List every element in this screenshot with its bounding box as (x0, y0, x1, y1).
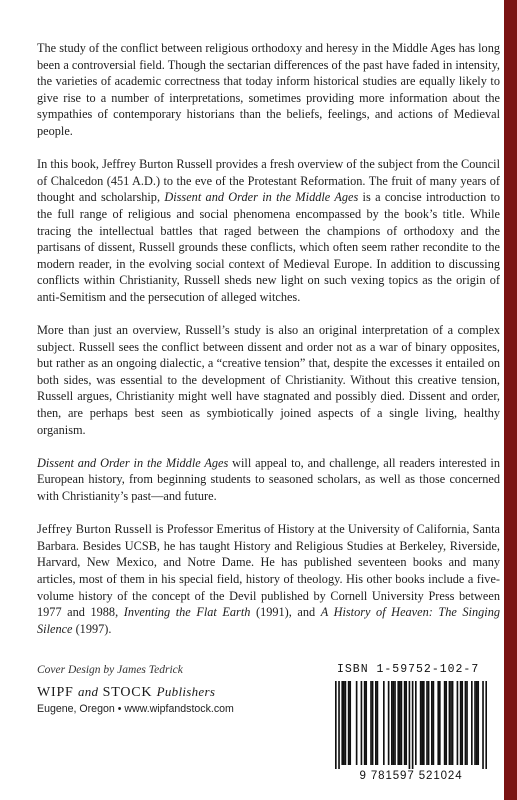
barcode-bar (439, 681, 441, 765)
barcode-bar (370, 681, 372, 765)
barcode-bar (415, 681, 417, 765)
barcode-bar (361, 681, 363, 765)
overview-paragraph: In this book, Jeffrey Burton Russell provides a fresh overview of the subject from the Council of Chalcedon (451 A.D.) to the eve of the Protestant Reformation. The fruit of many years of thought and scholarship, Dissent and Order in the Middle Ages is a concise introduction to the full range of religious and social phenomena encompassed by the book’s title. While tracing the intellectual battles that raged between the champions of orthodoxy and the partisans of dissent, Russell grounds these conflicts, which often seem rather recondite to the modern reader, in the evolving social context of Medieval Europe. In addition to discussing conflicts within Christianity, Russell sheds new light on such vexing topics as the origin of anti-Semitism and the persecution of alleged witches. (37, 157, 501, 304)
barcode-bar (397, 681, 399, 765)
barcode-bar (388, 681, 390, 765)
barcode-bar (465, 681, 467, 765)
barcode-bar (401, 681, 403, 765)
barcode-bar (437, 681, 439, 765)
barcode-bar (375, 681, 377, 765)
spine-color-stripe (504, 0, 517, 800)
publisher-address: Eugene, Oregon • www.wipfandstock.com (37, 703, 234, 715)
barcode-bar (412, 681, 414, 769)
barcode-bar (364, 681, 366, 765)
barcode-bar (482, 681, 484, 769)
barcode-bar (404, 681, 406, 765)
barcode-bar (477, 681, 479, 765)
audience-paragraph: Dissent and Order in the Middle Ages will appeal to, and challenge, all readers interested in European history, from beginning students to seasoned scholars, as well as those concerned with Christianity’s past—and future. (37, 455, 501, 504)
interpretation-paragraph: More than just an overview, Russell’s study is also an original interpretation of a complex subject. Russell sees the conflict between dissent and order not as a war of binary opposites, but rather as an ongoing dialectic, a “creative tension” that, despite the excesses it entailed on both sides, was essential to the development of Christianity. Without this creative tension, Russell argues, Christianity might well have stagnated and possibly died. Dissent and order, then, are perhaps best seen as symbiotically joined aspects of a single living, healthy organism. (37, 323, 500, 437)
barcode-bar (457, 681, 459, 765)
barcode-bar (348, 681, 350, 765)
barcode-bar (421, 681, 423, 765)
publisher-name: WIPF and STOCK Publishers (37, 684, 216, 700)
barcode-bar (474, 681, 476, 765)
barcode-bar (356, 681, 358, 765)
barcode-bar (428, 681, 430, 765)
barcode-bar (349, 681, 351, 765)
cover-design-credit: Cover Design by James Tedrick (37, 664, 183, 676)
isbn-barcode-digits: 9 781597 521024 (359, 770, 463, 782)
barcode-bar (399, 681, 401, 765)
barcode-bar (449, 681, 451, 765)
author-bio: Jeffrey Burton Russell is Professor Emeritus of History at the University of California, Santa Barbara. Besides UCSB, he has taught History and Religious Studies at Berkeley, Riverside, Harvard, New Mexico, and Notre Dame. He has published seventeen books and many articles, most of them in his special field, history of theology. His other books include a five-volume history of the concept of the Devil published by Cornell University Press between 1977 and 1988, Inventing the Flat Earth (1991), and A History of Heaven: The Singing Silence (1997). (37, 522, 500, 636)
barcode-bar (393, 681, 395, 765)
barcode-bar (345, 681, 347, 765)
isbn-barcode (335, 681, 487, 769)
author-name: Jeffrey Burton Russell (37, 522, 153, 537)
barcode-bar (420, 681, 422, 765)
barcode-bar (433, 681, 435, 765)
barcode-bar (341, 681, 343, 765)
barcode-bar (450, 681, 452, 765)
barcode-bar (461, 681, 463, 765)
barcode-bar (452, 681, 454, 765)
barcode-bar (383, 681, 385, 765)
barcode-bar (426, 681, 428, 765)
other-book-title: A History of Heaven: The Singing Silence (37, 605, 500, 636)
barcode-bar (365, 681, 367, 765)
barcode-bar (431, 681, 433, 765)
barcode-bar (335, 681, 337, 769)
other-book-title: Inventing the Flat Earth (123, 605, 251, 620)
barcode-bar (444, 681, 446, 765)
barcode-bar (405, 681, 407, 765)
barcode-bar (338, 681, 340, 769)
barcode-bar (423, 681, 425, 765)
barcode-bar (394, 681, 396, 765)
barcode-bar (471, 681, 473, 765)
isbn-label: ISBN 1-59752-102-7 (337, 663, 480, 676)
barcode-bar (466, 681, 468, 765)
barcode-bar (409, 681, 411, 769)
intro-paragraph: The study of the conflict between religious orthodoxy and heresy in the Middle Ages has long been a controversial field. Though the sectarian differences of the past have faded in intensity, the varieties of academic correctness that today inform historical studies are equally likely to give rise to a number of interpretations, sometimes providing more information about the sympathies of contemporary historians than the beliefs, feelings, and actions of Medieval people. (37, 41, 500, 138)
book-title-italic: Dissent and Order in the Middle Ages (164, 190, 359, 205)
barcode-bar (343, 681, 345, 765)
barcode-bar (391, 681, 393, 765)
barcode-bar (476, 681, 478, 765)
barcode-bar (460, 681, 462, 765)
barcode-bar (372, 681, 374, 765)
barcode-bar (485, 681, 487, 769)
barcode-bar (445, 681, 447, 765)
book-title-italic: Dissent and Order in the Middle Ages (37, 455, 229, 470)
barcode-bar (377, 681, 379, 765)
back-cover-copy (37, 40, 500, 654)
